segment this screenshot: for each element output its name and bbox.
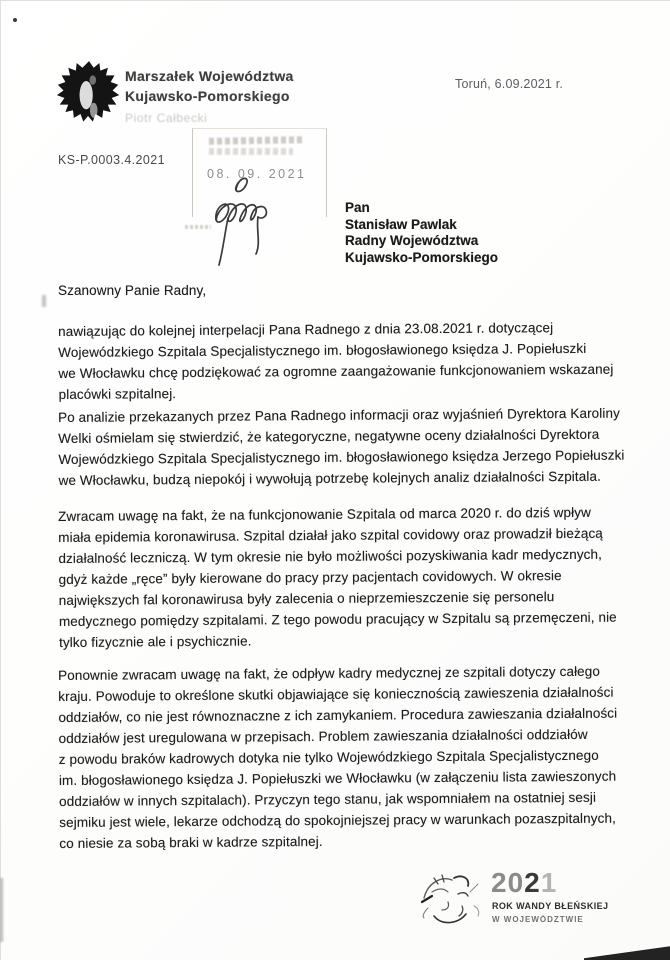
text-line: Kujawsko-Pomorskiego [345, 249, 499, 265]
scan-corner-shadow [584, 945, 670, 960]
year-suffix: 1 [540, 867, 558, 898]
year-accent: 2 [524, 867, 541, 898]
coat-of-arms-icon [55, 58, 123, 138]
year-prefix: 20 [491, 867, 525, 898]
text-line: gdyż każde „ręce” były kierowane do pracy przy pacjentach covidowych. W okresie [58, 568, 562, 587]
stamp-illegible-text [209, 136, 305, 145]
text-line: co niesie za sobą braki w kadrze szpitalnej. [59, 833, 323, 851]
text-line: Welki ośmielam się stwierdzić, że kategoryczne, negatywne oceny działalności Dyrektora [58, 426, 600, 446]
scan-edge-top [0, 0, 670, 1]
text-line: Zwracam uwagę na fakt, że na funkcjonowanie Szpitala od marca 2020 r. do dziś wpływ [58, 504, 591, 524]
scan-edge-left [0, 0, 1, 960]
year-logo-title: ROK WANDY BŁEŃSKIEJ [492, 901, 609, 911]
text-line: największych fal koronawirusa były zalecenia o nieprzemieszczenie się personelu [58, 589, 555, 608]
year-logo-subtitle: W WOJEWÓDZTWIE [492, 915, 584, 924]
text-line: działalność leczniczą. W tym okresie nie było możliwości pozyskiwania kadr medycznych, [58, 546, 603, 566]
text-line: medycznego pomiędzy szpitalami. Z tego powodu pracujący w Szpitalu są przemęczeni, nie [58, 609, 617, 629]
sender-name-line2: Kujawsko-Pomorskiego [125, 88, 290, 104]
sender-name-line3-faint: Piotr Całbecki [125, 111, 208, 125]
salutation: Szanowny Panie Radny, [58, 283, 207, 298]
text-line: Ponownie zwracam uwagę na fakt, że odpływ kadry medycznej ze szpitali dotyczy całego [58, 663, 601, 683]
scan-noise-dot [13, 18, 17, 22]
scan-smudge [0, 878, 3, 942]
reference-number: KS-P.0003.4.2021 [58, 153, 165, 167]
sender-name-line1: Marszałek Województwa [125, 68, 294, 84]
text-line: nawiązując do kolejnej interpelacji Pana Radnego z dnia 23.08.2021 r. dotyczącej [58, 320, 554, 339]
text-line: oddziałów jest uregulowana w przepisach. Problem zawieszania działalności oddziałów [58, 726, 588, 746]
text-line: oddziałów w innych szpitalach). Przyczyn tego stanu, jak wspomniałem na ostatniej sesji [59, 789, 597, 809]
scan-smudge [42, 295, 46, 307]
place-date: Toruń, 6.09.2021 r. [455, 77, 564, 91]
year-2021-logo [491, 868, 557, 898]
body-paragraph-3 [58, 501, 644, 653]
sender-block [125, 66, 294, 128]
text-line: Pan [345, 200, 370, 215]
text-line: miała epidemia koronawirusa. Szpital działał jako szpital covidowy oraz prowadził bieżącą [58, 525, 603, 545]
text-line: Po analizie przekazanych przez Pana Radnego informacji oraz wyjaśnień Dyrektora Karoliny [58, 405, 620, 425]
text-line: tylko fizycznie ale i psychicznie. [59, 633, 252, 650]
body-paragraph-1 [58, 316, 644, 405]
text-line: Radny Województwa [345, 233, 479, 248]
body-paragraph-2 [58, 402, 644, 491]
text-line: Stanisław Pawlak [345, 216, 457, 232]
text-line: placówki szpitalnej. [58, 386, 177, 402]
handwritten-signature-icon [198, 168, 333, 273]
stamp-date: 08. 09. 2021 [207, 167, 307, 181]
body-paragraph-4 [58, 660, 644, 854]
text-line: sejmiku jest wiele, lekarze odchodzą do spokojniejszej pracy w warunkach pozaszpitalnych, [59, 810, 616, 830]
text-line: oddziałów, co nie jest równoznaczne z ich zamykaniem. Procedura zawieszania działalności [58, 705, 618, 725]
text-line: Wojewódzkiego Szpitala Specjalistycznego im. błogosławionego księdza J. Popiełuszki [58, 340, 587, 360]
text-line: we Włocławku chcę podziękować za ogromne zaangażowanie funkcjonowaniem wskazanej [58, 361, 614, 381]
text-line: kraju. Powoduje to określone skutki objawiające się koniecznością zawieszenia działalności [58, 684, 614, 704]
wanda-blenska-portrait-icon [418, 872, 488, 936]
text-line: z powodu braków kadrowych dotyka nie tylko Wojewódzkiego Szpitala Specjalistycznego [58, 747, 599, 767]
text-line: Wojewódzkiego Szpitala Specjalistycznego im. błogosławionego księdza Jerzego Popiełuszki [58, 447, 625, 467]
text-line: im. błogosławionego księdza J. Popiełuszki we Włocławku (w załączeniu lista zawieszonych [58, 768, 617, 788]
recipient-block [345, 200, 498, 266]
stamp-illegible-text [209, 148, 293, 155]
text-line: we Włocławku, budzą niepokój i wywołują potrzebę kolejnych analiz działalności Szpitala. [58, 468, 601, 488]
